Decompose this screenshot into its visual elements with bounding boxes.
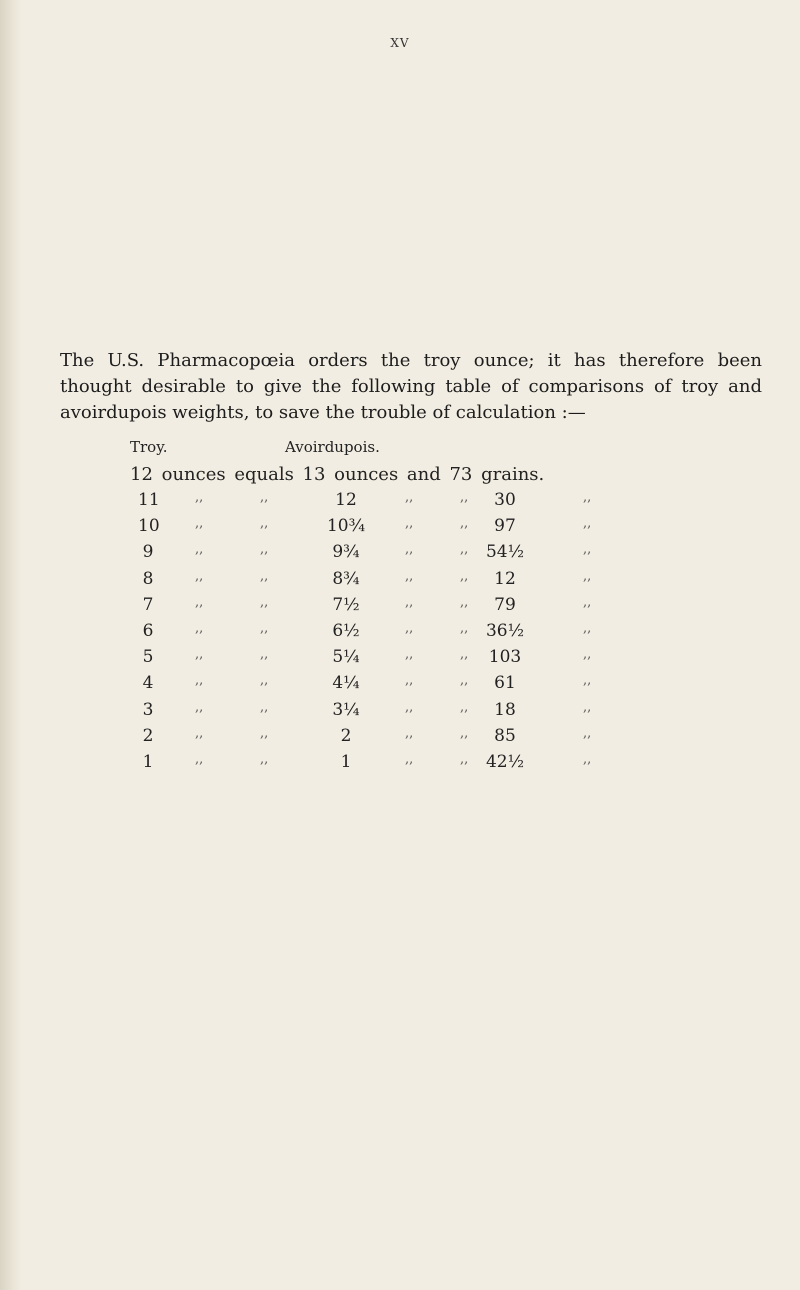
avoirdupois-ounces-cell: 7½: [332, 594, 360, 615]
ditto-mark: ,,: [260, 673, 269, 689]
ditto-mark: ,,: [195, 490, 204, 505]
ditto-mark: ,,: [583, 647, 592, 663]
ditto-mark: ,,: [260, 751, 269, 767]
ditto-mark: ,,: [405, 568, 414, 584]
troy-ounces-cell: 2: [142, 725, 154, 746]
grains-cell: 79: [494, 594, 516, 615]
ditto-mark: ,,: [405, 699, 414, 715]
ditto-mark: ,,: [405, 673, 414, 689]
table-row: [0, 726, 800, 752]
ditto-mark: ,,: [260, 699, 269, 715]
avoirdupois-ounces-cell: 3¼: [332, 699, 360, 720]
ditto-mark: ,,: [405, 516, 414, 532]
avoirdupois-column-header: Avoirdupois.: [285, 438, 380, 456]
ditto-mark: ,,: [195, 673, 204, 689]
troy-ounces-cell: 9: [142, 542, 154, 563]
ditto-mark: ,,: [460, 751, 469, 767]
troy-ounces-cell: 7: [142, 594, 154, 615]
ditto-mark: ,,: [260, 620, 269, 636]
ditto-mark: ,,: [260, 725, 269, 741]
table-row: [0, 673, 800, 699]
grains-cell: 30: [494, 490, 516, 510]
avoirdupois-ounces-cell: 2: [340, 725, 352, 746]
ditto-mark: ,,: [195, 568, 204, 584]
ditto-mark: ,,: [195, 620, 204, 636]
table-row: [0, 647, 800, 673]
table-row: [0, 595, 800, 621]
ditto-mark: ,,: [583, 490, 592, 505]
ditto-mark: ,,: [405, 594, 414, 610]
ditto-mark: ,,: [460, 699, 469, 715]
grains-cell: 12: [494, 568, 516, 589]
ditto-mark: ,,: [405, 490, 414, 505]
troy-ounces-cell: 10: [138, 516, 160, 537]
grains-cell: 61: [494, 673, 516, 694]
ditto-mark: ,,: [195, 699, 204, 715]
avoirdupois-ounces-cell: 6½: [332, 620, 360, 641]
table-row: [0, 621, 800, 647]
grains-cell: 36½: [485, 620, 525, 641]
troy-column-header: Troy.: [130, 438, 168, 456]
table-row: [0, 542, 800, 568]
ditto-mark: ,,: [405, 542, 414, 558]
troy-ounces-cell: 4: [142, 673, 154, 694]
troy-ounces-cell: 5: [142, 647, 154, 668]
first-table-row: 12 ounces equals 13 ounces and 73 grains.: [130, 464, 545, 485]
ditto-mark: ,,: [583, 568, 592, 584]
table-row: [0, 516, 800, 542]
ditto-mark: ,,: [583, 751, 592, 767]
ditto-mark: ,,: [460, 542, 469, 558]
ditto-mark: ,,: [583, 620, 592, 636]
table-row: [0, 752, 800, 778]
troy-ounces-cell: 6: [142, 620, 154, 641]
ditto-mark: ,,: [460, 594, 469, 610]
ditto-mark: ,,: [583, 699, 592, 715]
avoirdupois-ounces-cell: 5¼: [332, 647, 360, 668]
ditto-mark: ,,: [195, 516, 204, 532]
ditto-mark: ,,: [583, 594, 592, 610]
avoirdupois-ounces-cell: 4¼: [332, 673, 360, 694]
ditto-mark: ,,: [583, 673, 592, 689]
ditto-mark: ,,: [260, 594, 269, 610]
troy-ounces-cell: 8: [142, 568, 154, 589]
avoirdupois-ounces-cell: 8¾: [332, 568, 360, 589]
ditto-mark: ,,: [195, 751, 204, 767]
ditto-mark: ,,: [460, 568, 469, 584]
page-number: XV: [390, 36, 410, 50]
grains-cell: 42½: [485, 751, 525, 772]
grains-cell: 97: [494, 516, 516, 537]
ditto-mark: ,,: [195, 594, 204, 610]
grains-cell: 103: [488, 647, 522, 668]
avoirdupois-ounces-cell: 1: [340, 751, 352, 772]
ditto-mark: ,,: [260, 647, 269, 663]
ditto-mark: ,,: [460, 725, 469, 741]
ditto-mark: ,,: [460, 647, 469, 663]
ditto-mark: ,,: [405, 647, 414, 663]
ditto-mark: ,,: [405, 751, 414, 767]
ditto-mark: ,,: [260, 542, 269, 558]
avoirdupois-ounces-cell: 12: [335, 490, 357, 510]
grains-cell: 18: [494, 699, 516, 720]
ditto-mark: ,,: [405, 620, 414, 636]
table-row: [0, 490, 800, 516]
ditto-mark: ,,: [405, 725, 414, 741]
troy-ounces-cell: 11: [138, 490, 160, 510]
troy-ounces-cell: 1: [142, 751, 154, 772]
ditto-mark: ,,: [460, 620, 469, 636]
grains-cell: 85: [494, 725, 516, 746]
grains-cell: 54½: [485, 542, 525, 563]
table-row: [0, 569, 800, 595]
ditto-mark: ,,: [583, 516, 592, 532]
avoirdupois-ounces-cell: 10¾: [326, 516, 366, 537]
intro-paragraph: The U.S. Pharmacopœia orders the troy ounce; it has therefore been thought desirable to give the following table of comparisons of troy and avoirdupois weights, to save the trouble of calculation :—: [60, 350, 762, 423]
troy-ounces-cell: 3: [142, 699, 154, 720]
ditto-mark: ,,: [583, 542, 592, 558]
ditto-mark: ,,: [260, 490, 269, 505]
ditto-mark: ,,: [195, 647, 204, 663]
ditto-mark: ,,: [260, 568, 269, 584]
ditto-mark: ,,: [195, 725, 204, 741]
ditto-mark: ,,: [460, 516, 469, 532]
ditto-mark: ,,: [460, 673, 469, 689]
conversion-table: [0, 490, 800, 778]
ditto-mark: ,,: [260, 516, 269, 532]
ditto-mark: ,,: [583, 725, 592, 741]
table-row: [0, 700, 800, 726]
avoirdupois-ounces-cell: 9¾: [332, 542, 360, 563]
ditto-mark: ,,: [460, 490, 469, 505]
ditto-mark: ,,: [195, 542, 204, 558]
